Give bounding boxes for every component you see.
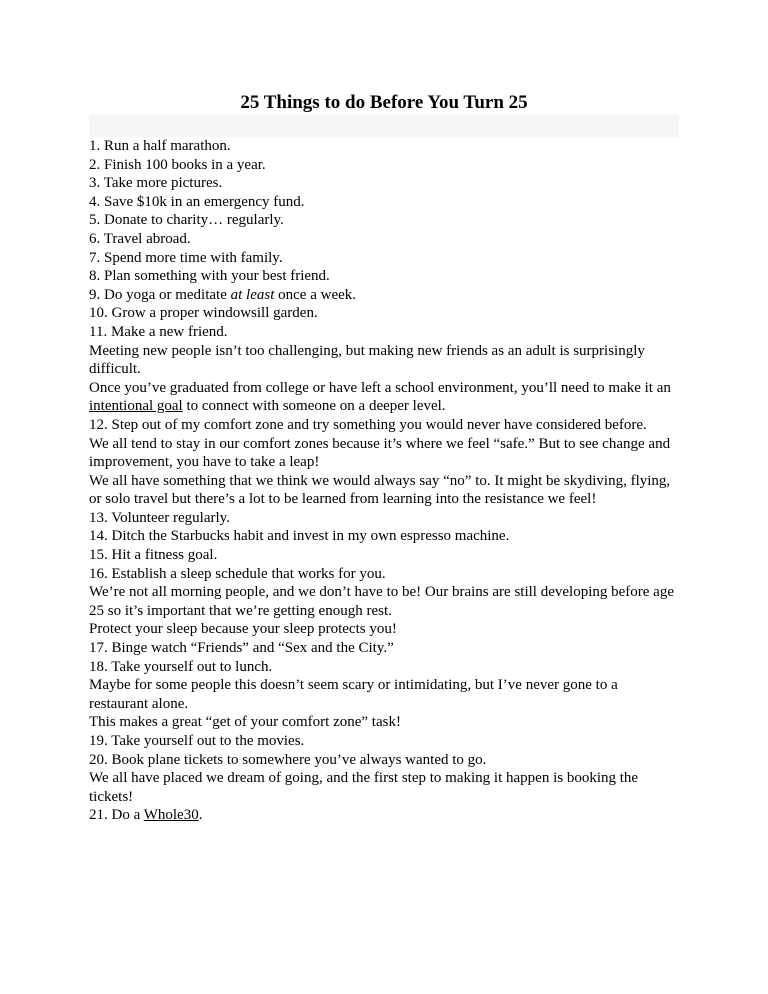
intentional-goal-link[interactable]: intentional goal xyxy=(89,398,183,415)
list-item-text: 21. Do a xyxy=(89,807,144,824)
list-item: 16. Establish a sleep schedule that works for you. xyxy=(89,565,386,582)
list-item: 11. Make a new friend. xyxy=(89,323,228,340)
paragraph: Meeting new people isn’t too challenging, but making new friends as an adult is surprisingly difficult. xyxy=(89,342,645,378)
whole30-link[interactable]: Whole30 xyxy=(143,807,199,824)
list-item: 6. Travel abroad. xyxy=(89,230,191,247)
list-item: 7. Spend more time with family. xyxy=(89,249,283,266)
list-item xyxy=(89,286,679,305)
list-item: 8. Plan something with your best friend. xyxy=(89,268,330,285)
list-item: 15. Hit a fitness goal. xyxy=(89,547,218,564)
list-item: 13. Volunteer regularly. xyxy=(89,509,230,526)
list-item: 14. Ditch the Starbucks habit and invest in my own espresso machine. xyxy=(89,528,510,545)
page-title: 25 Things to do Before You Turn 25 xyxy=(240,92,528,113)
list-item: 20. Book plane tickets to somewhere you’ve always wanted to go. xyxy=(89,751,487,768)
list-item-text: once a week. xyxy=(274,286,357,303)
list-item: 3. Take more pictures. xyxy=(89,175,223,192)
paragraph: We’re not all morning people, and we don’t have to be! Our brains are still developing before age 25 so it’s important that we’re getting enough rest. xyxy=(89,584,674,619)
paragraph: We all have something that we think we would always say “no” to. It might be skydiving, flying, or solo travel but there’s a lot to be learned from learning into the resistance we feel! xyxy=(89,472,671,508)
paragraph-text: Once you’ve graduated from college or have left a school environment, you’ll need to make it an xyxy=(89,379,671,396)
list-item-text: . xyxy=(198,807,203,824)
emphasis-text: at least xyxy=(230,286,275,303)
paragraph: Maybe for some people this doesn’t seem scary or intimidating, but I’ve never gone to a restaurant alone. xyxy=(89,677,618,712)
paragraph: We all tend to stay in our comfort zones because it’s where we feel “safe.” But to see change and improvement, you have to take a leap! xyxy=(89,435,671,471)
list-item: 12. Step out of my comfort zone and try something you would never have considered before. xyxy=(89,416,647,433)
list-item xyxy=(89,806,679,825)
list-item: 18. Take yourself out to lunch. xyxy=(89,658,273,675)
paragraph: We all have placed we dream of going, and the first step to making it happen is booking the tickets! xyxy=(89,770,639,805)
list-item: 4. Save $10k in an emergency fund. xyxy=(89,193,305,210)
paragraph: Protect your sleep because your sleep protects you! xyxy=(89,621,397,638)
list-item: 10. Grow a proper windowsill garden. xyxy=(89,305,318,322)
paragraph: This makes a great “get of your comfort zone” task! xyxy=(89,714,401,731)
paragraph xyxy=(89,379,679,416)
list-item: 2. Finish 100 books in a year. xyxy=(89,156,266,173)
shaded-band xyxy=(89,115,679,137)
paragraph-text: to connect with someone on a deeper level. xyxy=(182,398,446,415)
list-item: 17. Binge watch “Friends” and “Sex and the City.” xyxy=(89,640,394,657)
list-item: 19. Take yourself out to the movies. xyxy=(89,733,305,749)
list-item: 1. Run a half marathon. xyxy=(89,138,231,154)
list-item: 5. Donate to charity… regularly. xyxy=(89,212,284,229)
document-body xyxy=(89,137,679,825)
list-item-text: 9. Do yoga or meditate xyxy=(89,286,231,303)
